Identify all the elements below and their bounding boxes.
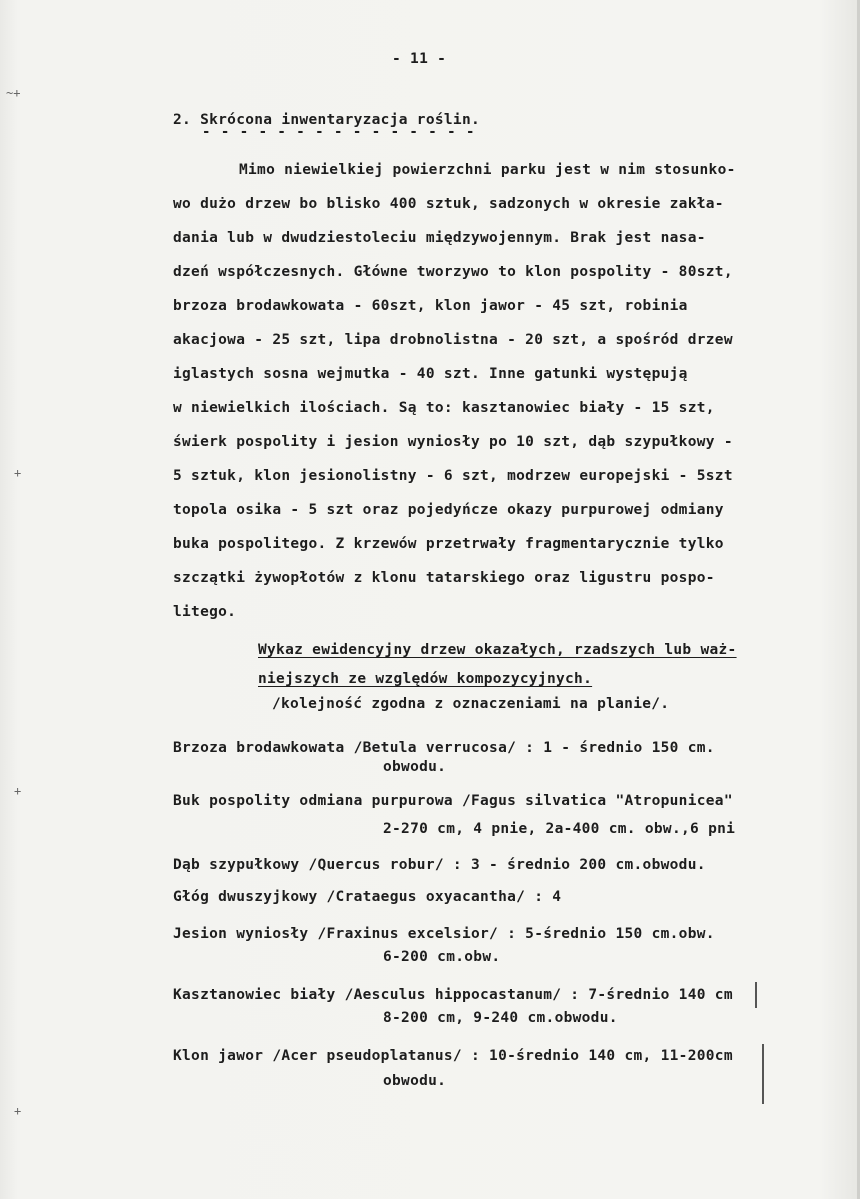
inventory-entry: Kasztanowiec biały /Aesculus hippocastanum/ : 7-średnio 140 cm — [173, 987, 733, 1003]
margin-mark: ~+ — [6, 86, 21, 100]
inventory-entry: Jesion wyniosły /Fraxinus excelsior/ : 5-średnio 150 cm.obw. — [173, 926, 715, 942]
margin-mark: + — [14, 466, 22, 480]
paragraph-line: buka pospolitego. Z krzewów przetrwały fragmentarycznie tylko — [173, 536, 724, 552]
paragraph-line: litego. — [173, 604, 237, 620]
paragraph-line: Mimo niewielkiej powierzchni parku jest w nim stosunko- — [239, 162, 736, 178]
paragraph-line: wo dużo drzew bo blisko 400 sztuk, sadzonych w okresie zakła- — [173, 196, 724, 212]
inventory-entry: Buk pospolity odmiana purpurowa /Fagus silvatica "Atropunicea" — [173, 793, 733, 809]
paragraph-line: iglastych sosna wejmutka - 40 szt. Inne gatunki występują — [173, 366, 688, 382]
paragraph-line: dania lub w dwudziestoleciu międzywojennym. Brak jest nasa- — [173, 230, 706, 246]
paragraph-line: brzoza brodawkowata - 60szt, klon jawor - 45 szt, robinia — [173, 298, 688, 314]
paragraph-line: w niewielkich ilościach. Są to: kasztanowiec biały - 15 szt, — [173, 400, 715, 416]
paragraph-line: świerk pospolity i jesion wyniosły po 10 szt, dąb szypułkowy - — [173, 434, 733, 450]
page-number: - 11 - — [392, 51, 447, 67]
inventory-entry: Dąb szypułkowy /Quercus robur/ : 3 - średnio 200 cm.obwodu. — [173, 857, 706, 873]
paragraph-line: 5 sztuk, klon jesionolistny - 6 szt, modrzew europejski - 5szt — [173, 468, 733, 484]
correction-mark — [762, 1044, 764, 1104]
inventory-entry: Klon jawor /Acer pseudoplatanus/ : 10-średnio 140 cm, 11-200cm — [173, 1048, 733, 1064]
paragraph-line: dzeń współczesnych. Główne tworzywo to klon pospolity - 80szt, — [173, 264, 733, 280]
inventory-entry-cont: 6-200 cm.obw. — [383, 949, 501, 965]
inventory-entry: Głóg dwuszyjkowy /Crataegus oxyacantha/ : 4 — [173, 889, 562, 905]
inventory-entry-cont: 2-270 cm, 4 pnie, 2a-400 cm. obw.,6 pni — [383, 821, 736, 837]
margin-mark: + — [14, 784, 22, 798]
paragraph-line: topola osika - 5 szt oraz pojedyńcze okazy purpurowej odmiany — [173, 502, 724, 518]
section-title: 2. Skrócona inwentaryzacja roślin. — [173, 112, 481, 128]
inventory-entry-cont: obwodu. — [383, 1073, 447, 1089]
inventory-entry-cont: 8-200 cm, 9-240 cm.obwodu. — [383, 1010, 618, 1026]
inventory-entry: Brzoza brodawkowata /Betula verrucosa/ : 1 - średnio 150 cm. — [173, 740, 715, 756]
list-heading: niejszych ze względów kompozycyjnych. — [258, 671, 593, 687]
list-subheading: /kolejność zgodna z oznaczeniami na planie/. — [272, 696, 670, 712]
paragraph-line: akacjowa - 25 szt, lipa drobnolistna - 20 szt, a spośród drzew — [173, 332, 733, 348]
margin-mark: + — [14, 1104, 22, 1118]
correction-mark — [755, 982, 757, 1008]
section-title-underline: - - - - - - - - - - - - - - - — [202, 124, 476, 140]
paragraph-line: szczątki żywopłotów z klonu tatarskiego oraz ligustru pospo- — [173, 570, 715, 586]
list-heading: Wykaz ewidencyjny drzew okazałych, rzadszych lub waż- — [258, 642, 737, 658]
inventory-entry-cont: obwodu. — [383, 759, 447, 775]
